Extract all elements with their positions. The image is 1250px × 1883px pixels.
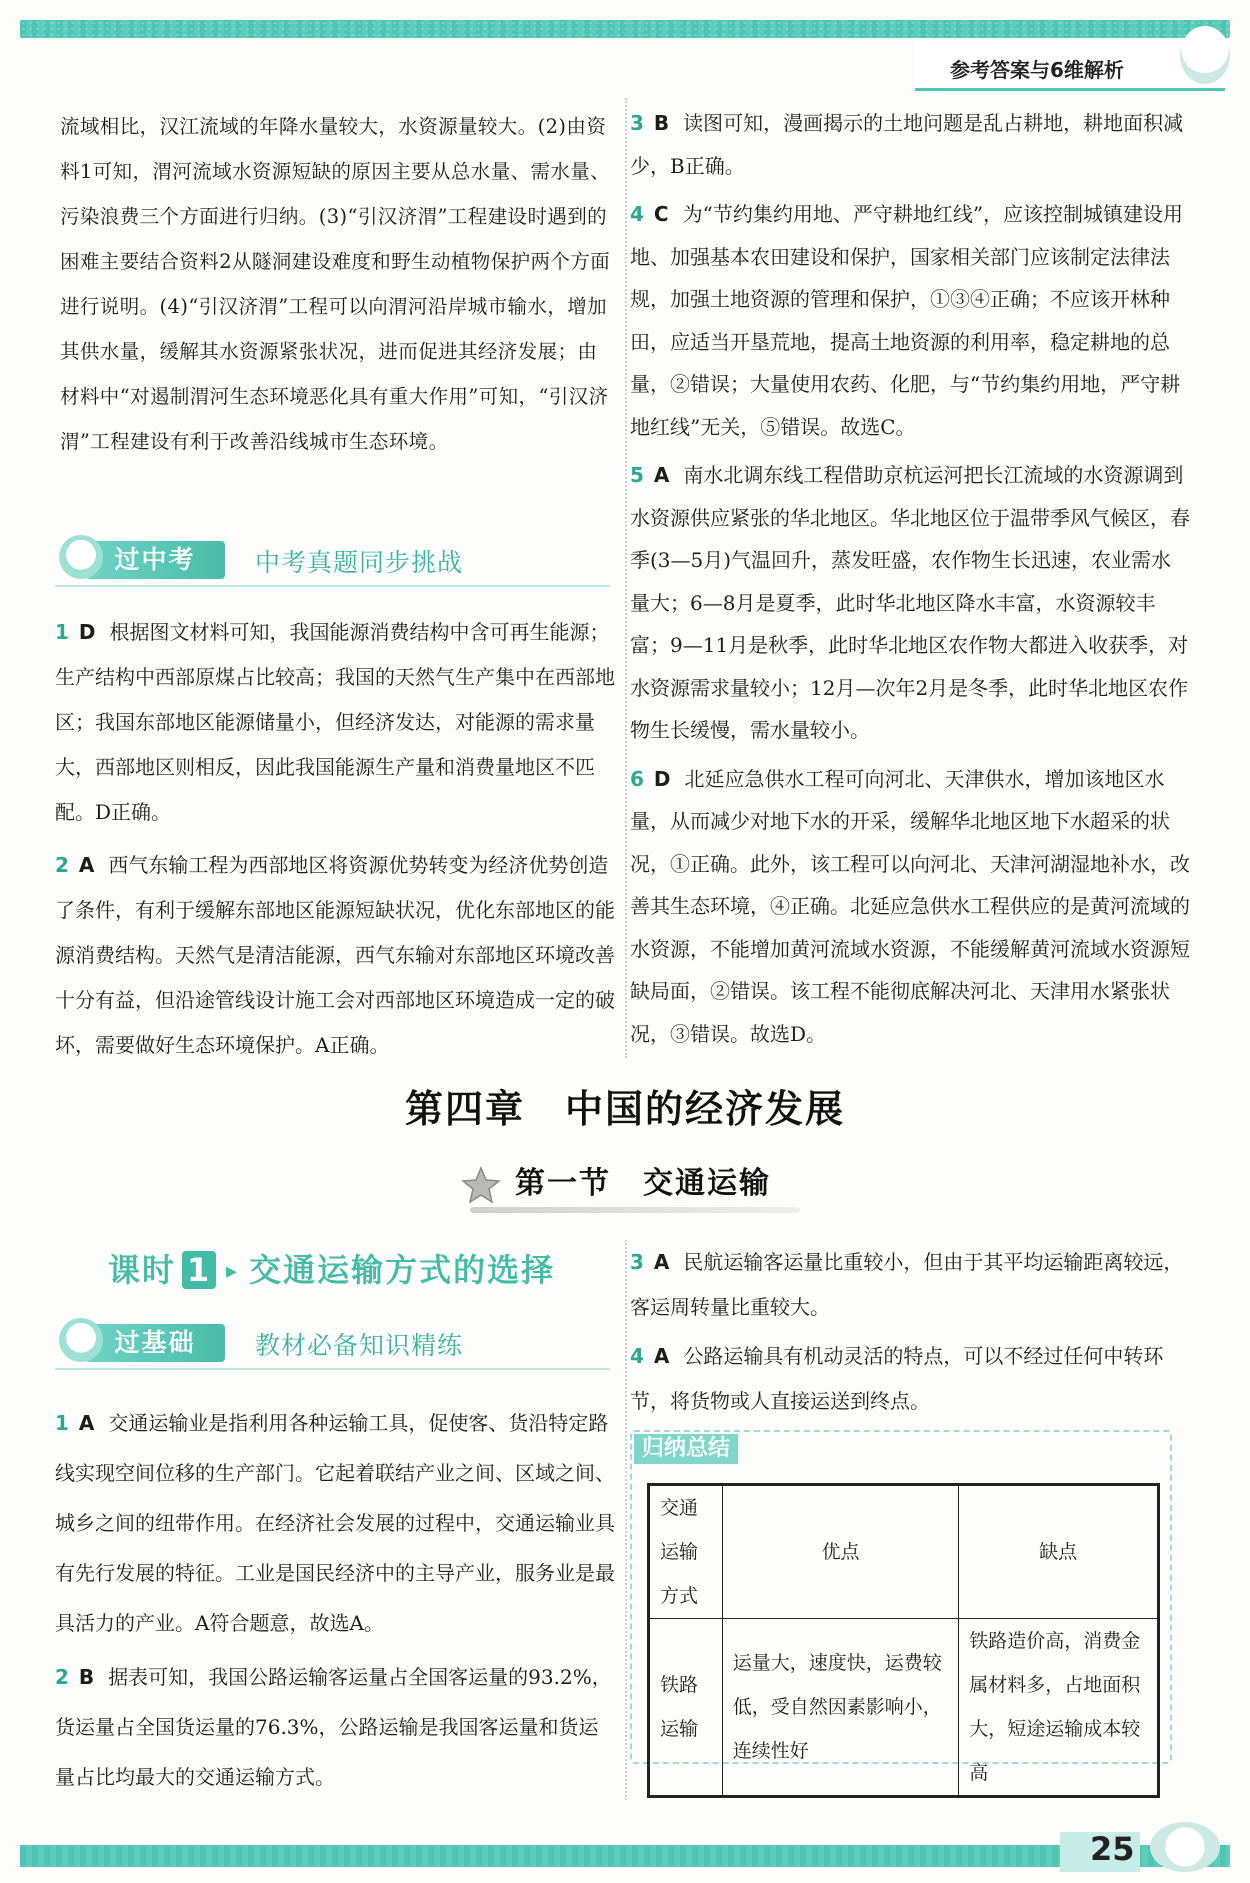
answer-choice: A [653, 463, 670, 487]
question-number: 4 [630, 202, 644, 226]
answer-explanation: 读图可知，漫画揭示的土地问题是乱占耕地，耕地面积减少，B正确。 [630, 111, 1184, 178]
continued-answer-text: 流域相比，汉江流域的年降水量较大，水资源量较大。(2)由资料1可知，渭河流域水资源短缺的原因主要从总水量、需水量、污染浪费三个方面进行归纳。(3)“引汉济渭”工程建设时遇到的困难主要结合资料2从隧洞建设难度和野生动植物保护两个方面进行说明。(4)“引汉济渭”工程可以向渭河沿岸城市输水，增加其供水量，缓解其水资源紧张状况，进而促进其经济发展；由材料中“对遏制渭河生态环境恶化具有重大作用”可知，“引汉济渭”工程建设有利于改善沿线城市生态环境。 [60, 115, 611, 453]
answer-choice: A [653, 1344, 670, 1368]
jichu-answers [55, 1398, 615, 1802]
question-number: 3 [630, 111, 644, 135]
table-header-cell: 优点 [722, 1485, 958, 1619]
lesson-title [108, 1245, 555, 1291]
answer-explanation: 北延应急供水工程可向河北、天津供水，增加该地区水量，从而减少对地下水的开采，缓解华北地区地下水超采的状况，①正确。此外，该工程可以向河北、天津河湖湿地补水，改善其生态环境，④正确。北延应急供水工程供应的是黄河流域的水资源，不能增加黄河流域水资源，不能缓解黄河流域水资源短缺局面，②错误。该工程不能彻底解决河北、天津用水紧张状况，③错误。故选D。 [630, 766, 1190, 1046]
header-title: 参考答案与6维解析 [950, 58, 1124, 82]
column-divider [625, 1240, 627, 1800]
section-subtitle: 中考真题同步挑战 [255, 548, 464, 577]
question-number: 1 [55, 620, 69, 644]
table-header-row [649, 1485, 1159, 1619]
section-subtitle: 教材必备知识精练 [255, 1331, 464, 1360]
chapter-title: 第四章 中国的经济发展 [404, 1087, 845, 1131]
answer-explanation: 交通运输业是指利用各种运输工具，促使客、货沿特定路线实现空间位移的生产部门。它起着联结产业之间、区域之间、城乡之间的纽带作用。在经济社会发展的过程中，交通运输业具有先行发展的特征。工业是国民经济中的主导产业，服务业是最具活力的产业。A符合题意，故选A。 [55, 1411, 615, 1635]
star-icon [458, 1165, 504, 1205]
answer-explanation: 为“节约集约用地、严守耕地红线”，应该控制城镇建设用地、加强基本农田建设和保护，国家相关部门应该制定法律法规，加强土地资源的管理和保护，①③④正确；不应该开林种田，应适当开垦荒地，提高土地资源的利用率，稳定耕地的总量，②错误；大量使用农药、化肥，与“节约集约用地，严守耕地红线”无关，⑤错误。故选C。 [630, 202, 1184, 439]
answer-explanation: 西气东输工程为西部地区将资源优势转变为经济优势创造了条件，有利于缓解东部地区能源短缺状况，优化东部地区的能源消费结构。天然气是清洁能源，西气东输对东部地区环境改善十分有益，但沿途管线设计施工会对西部地区环境造成一定的破坏，需要做好生态环境保护。A正确。 [55, 853, 615, 1057]
answer-choice: B [78, 1665, 95, 1689]
answer-item [55, 1652, 615, 1802]
answer-item [55, 1398, 615, 1648]
lesson-prefix: 课时 [108, 1251, 177, 1289]
question-number: 3 [630, 1250, 644, 1274]
mascot-icon [1180, 26, 1230, 84]
lesson-number: 1 [182, 1251, 216, 1289]
table-cell-pros: 运量大，速度快，运费较低，受自然因素影响小，连续性好 [722, 1619, 958, 1797]
section-title: 第一节 交通运输 [515, 1166, 771, 1201]
answer-explanation: 南水北调东线工程借助京杭运河把长江流域的水资源调到水资源供应紧张的华北地区。华北地区位于温带季风气候区，春季(3—5月)气温回升，蒸发旺盛，农作物生长迅速，农业需水量大；6—8月是夏季，此时华北地区降水丰富，水资源较丰富；9—11月是秋季，此时华北地区农作物大都进入收获季，对水资源需求量较小；12月—次年2月是冬季，此时华北地区农作物生长缓慢，需水量较小。 [630, 463, 1190, 742]
section-header-jichu [55, 1318, 610, 1368]
answer-item [630, 1240, 1190, 1330]
section-label: 过基础 [85, 1324, 225, 1362]
section-header-zhongkao [55, 535, 610, 585]
answer-choice: D [653, 766, 671, 791]
answer-item [55, 610, 615, 835]
answer-explanation: 民航运输客运量比重较小，但由于其平均运输距离较远，客运周转量比重较大。 [630, 1250, 1184, 1319]
section-underline [470, 1207, 800, 1213]
right-top-answers [630, 102, 1190, 1055]
section-label: 过中考 [85, 541, 225, 579]
answer-explanation: 据表可知，我国公路运输客运量占全国客运量的93.2%，货运量占全国货运量的76.3%，公路运输是我国客运量和货运量占比均最大的交通运输方式。 [55, 1665, 612, 1789]
table-header-cell: 交通运输方式 [649, 1485, 723, 1619]
zhongkao-answers [55, 610, 615, 1068]
mascot-badge-icon [59, 1318, 103, 1362]
right-bottom-answers [630, 1240, 1190, 1424]
question-number: 2 [55, 1665, 69, 1689]
answer-item [630, 454, 1190, 752]
table-cell-cons: 铁路造价高，消费金属材料多，占地面积大，短途运输成本较高 [959, 1619, 1159, 1797]
answer-item [630, 102, 1190, 187]
answer-choice: B [653, 111, 670, 135]
answer-choice: A [78, 853, 95, 877]
question-number: 1 [55, 1411, 69, 1435]
mascot-badge-icon [59, 535, 103, 579]
page-number: 25 [1090, 1830, 1135, 1868]
answer-choice: D [78, 620, 96, 644]
table-row [649, 1619, 1159, 1797]
table-cell-mode: 铁路运输 [649, 1619, 723, 1797]
column-divider [625, 98, 627, 1058]
answer-choice: C [653, 202, 669, 226]
table-header-cell: 缺点 [959, 1485, 1159, 1619]
summary-table [647, 1483, 1160, 1798]
question-number: 4 [630, 1344, 644, 1368]
summary-label: 归纳总结 [634, 1434, 738, 1464]
question-number: 6 [630, 766, 644, 791]
answer-choice: A [78, 1411, 95, 1435]
answer-choice: A [653, 1250, 670, 1274]
question-number: 5 [630, 463, 644, 487]
left-top-paragraph [60, 104, 612, 464]
answer-explanation: 根据图文材料可知，我国能源消费结构中含可再生能源；生产结构中西部原煤占比较高；我国的天然气生产集中在西部地区；我国东部地区能源储量小，但经济发达，对能源的需求量大，西部地区则相反，因此我国能源生产量和消费量地区不匹配。D正确。 [55, 620, 615, 824]
answer-explanation: 公路运输具有机动灵活的特点，可以不经过任何中转环节，将货物或人直接运送到终点。 [630, 1344, 1164, 1413]
arrow-right-icon: ▸ [226, 1259, 240, 1284]
answer-item [630, 1334, 1190, 1424]
answer-item [630, 758, 1190, 1056]
mascot-icon [1150, 1822, 1220, 1872]
question-number: 2 [55, 853, 69, 877]
bottom-decor-band [20, 1845, 1230, 1867]
answer-item [55, 843, 615, 1068]
answer-item [630, 193, 1190, 448]
top-decor-band [20, 20, 1230, 38]
lesson-name: 交通运输方式的选择 [249, 1251, 556, 1289]
